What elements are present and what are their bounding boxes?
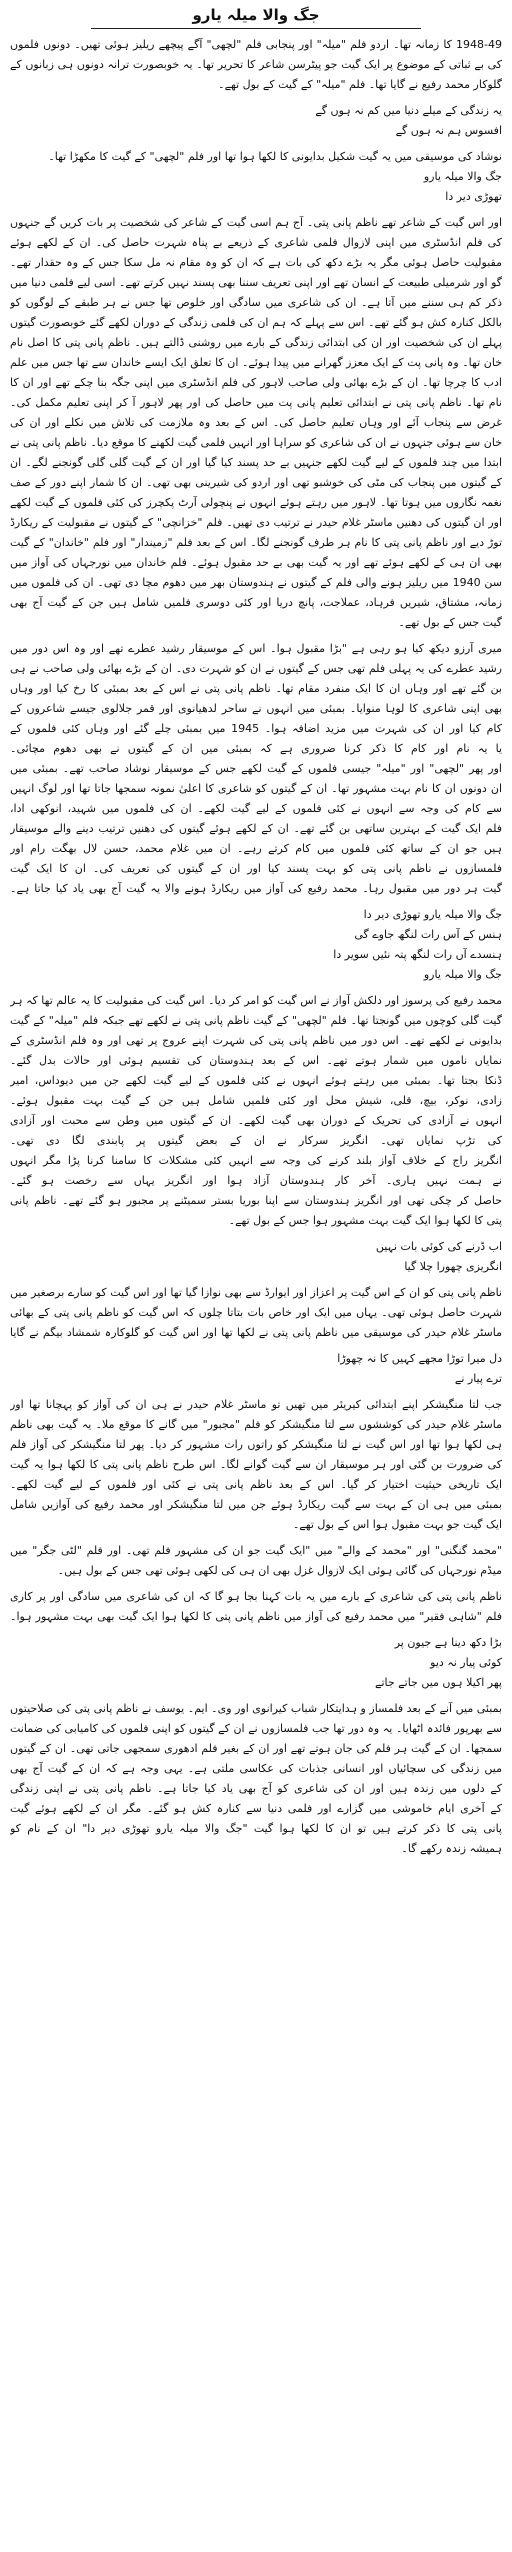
- article-line: فلم ایک گیت کے بہترین ساتھی بن گئے تھے۔ ان کے لکھے ہوئے گیتوں کی دھنیں ترتیب دینے والے موسیقار: [10, 822, 502, 835]
- article-line: پتی کا لکھا ہوا ایک گیت بہت مشہور ہوا جس کے بول تھے۔: [228, 1214, 502, 1227]
- article-line: ادب کا چرچا تھا۔ ان کے بڑے بھائی ولی صاحب لاہور کی فلم انڈسٹری میں اپنی جگہ بنا چکے تھے اور ان کا: [10, 376, 502, 389]
- article-line: نام تھا۔ ناظم پانی پتی نے ابتدائی تعلیم پانی پت میں حاصل کی اور پھر لاہور آ کر اپنی تعلیم مکمل کی۔: [10, 396, 502, 409]
- title-underline: [91, 28, 421, 29]
- article-line: سے کام کی وجہ سے انہوں نے کئی فلموں کے لیے گیت لکھے۔ ان کی فلموں میں شہید، انوکھی ادا،: [10, 802, 502, 815]
- article-line: جب لتا منگیشکر اپنے ابتدائی کیریئر میں تھیں تو ماسٹر غلام حیدر نے ہی ان کی آواز کو پہچانا تھا اور: [10, 1398, 502, 1411]
- article-line: گلوکار محمد رفیع نے گایا تھا۔ فلم "میلہ" کے گیت کے بول تھے۔: [218, 78, 502, 91]
- article-line: کی ضرورت بن گئی اور ہر موسیقار ان سے گیت گوانے لگا۔ اس طرح ناظم پانی پتی کا لکھا ہوا یہ گیت: [10, 1458, 502, 1471]
- article-line: نغمہ نگاروں میں ہوتا تھا۔ لاہور میں رہتے ہوئے انہوں نے پنچولی آرٹ پکچرز کی کئی فلموں کے گیت لکھے: [10, 496, 502, 509]
- article-line: ذکر کم ہی سننے میں آتا ہے۔ ان کی شاعری میں سادگی اور خلوص تھا جس نے ہر طبقے کے لوگوں کو: [10, 296, 502, 309]
- article-line: ناظم پانی پتی کی شاعری کے بارے میں یہ بات کہنا بجا ہو گا کہ ان کی شاعری میں سادگی اور پر کاری: [10, 1590, 502, 1603]
- article-line: سے بھرپور فائدہ اٹھایا۔ یہ وہ دور تھا جب فلمسازوں نے ان کے گیتوں کو اپنی فلموں کی کامیابی کی ضمانت: [10, 1722, 502, 1735]
- article-line: یا یہ نام اور کام کا ذکر کرنا ضروری ہے کہ بمبئی میں ان کے گیتوں نے بھی دھوم مچائی۔: [10, 742, 502, 755]
- article-line: انگریزی چھورا چلا گیا: [404, 1260, 502, 1273]
- article-line: ہنسدے آں رات لنگھ پتہ نئیں سویر دا: [333, 948, 502, 961]
- article-line: غرض سے پنجاب آئے اور وہاں تعلیم حاصل کی۔ اس کے بعد وہ ملازمت کی تلاش میں نکلے اور ان کی: [10, 416, 502, 429]
- article-line: دل میرا توڑا مجھے کہیں کا نہ چھوڑا: [337, 1352, 502, 1365]
- article-line: اور ان گیتوں کی دھنیں ماسٹر غلام حیدر نے ترتیب دی تھیں۔ فلم "خزانچی" کے گیتوں نے مقبولیت کے ریکارڈ: [10, 516, 502, 529]
- article-line: میری آرزو دیکھ کیا ہو رہی ہے "بڑا مقبول ہوا۔ اس کے موسیقار رشید عطرے تھے اور وہ اس دور میں: [10, 642, 502, 655]
- article-line: نمایاں ناموں میں شمار ہوتے تھے۔ اس کے بعد ہندوستان کی تقسیم ہوئی اور حالات بدل گئے۔: [10, 1054, 502, 1067]
- article-line: کی تڑپ نمایاں تھی۔ انگریز سرکار نے ان کے بعض گیتوں پر پابندی لگا دی تھی۔: [10, 1134, 502, 1147]
- article-line: بھی ان ہی کے لکھے ہوئے تھے اور یہ گیت بھی بے حد مقبول ہوئے۔ فلم خاندان میں نورجہاں کی آواز میں: [10, 556, 502, 569]
- article-line: زمانہ، مشتاق، شیریں فرہاد، عملاجت، پانچ دریا اور کئی دوسری فلمیں شامل ہیں جن کے گیت آج بھی: [10, 596, 502, 609]
- article-line: کے دلوں میں زندہ ہیں اور ان کی شاعری کو آج بھی یاد کیا جاتا ہے۔ ناظم پانی پتی نے اپنی زندگی: [10, 1782, 502, 1795]
- article-line: بمبئی میں ہی ان کے بہت سے گیت ریکارڈ ہوئے جن میں لتا منگیشکر اور محمد رفیع کی آوازیں شامل: [10, 1498, 502, 1511]
- article-line: ناظم پانی پتی کو ان کے اس گیت پر اعزاز اور ایوارڈ سے بھی نوازا گیا تھا اور اس گیت کو سارے برصغیر میں: [10, 1286, 502, 1299]
- article-line: اور پھر "لچھی" اور "میلہ" جیسی فلموں کے گیت لکھے جس کے موسیقار نوشاد صاحب تھے۔ بمبئی میں: [10, 762, 502, 775]
- article-line: خان تھا۔ وہ پانی پت کے ایک معزز گھرانے میں پیدا ہوئے۔ ان کا تعلق ایک ایسے خاندان سے تھا جس میں علم: [10, 356, 502, 369]
- article-line: ماسٹر غلام حیدر کی موسیقی میں ناظم پانی پتی نے لکھا تھا اور اس گیت کو گلوکارہ شمشاد بیگم نے گایا: [10, 1326, 502, 1339]
- article-line: سمجھا۔ ان کے گیت ہر فلم کی جان ہوتے تھے اور ان کے بغیر فلم ادھوری سمجھی جاتی تھی۔ ان کے گیتوں: [10, 1742, 502, 1755]
- article-line: کی فلم انڈسٹری میں اپنی لازوال فلمی شاعری کے ذریعے بے پناہ شہرت حاصل کی۔ ان کے لکھے ہوئے: [10, 236, 502, 249]
- article-line: بڑا دکھ دینا ہے جیون پر: [394, 1636, 502, 1649]
- article-line: سن 1940 میں ریلیز ہونے والی فلم کے گیتوں نے ہندوستان بھر میں دھوم مچا دی تھی۔ ان کی فلموں میں: [10, 576, 502, 589]
- article-line: ہمیشہ زندہ رکھے گا۔: [401, 1842, 502, 1855]
- article-line: ایک تاریخی حیثیت اختیار کر گیا۔ اس کے بعد ناظم پانی پتی نے کئی اور فلموں کے لیے گیت لکھے۔: [10, 1478, 502, 1491]
- article-line: گیت ہر دور میں مقبول رہا۔ محمد رفیع کی آواز میں ریکارڈ ہونے والا یہ گیت آج بھی یاد کیا جاتا ہے۔: [10, 882, 502, 895]
- article-line: پھر اکیلا ہوں میں جاتے جاتے: [375, 1676, 502, 1689]
- article-line: پانی پتی کا ذکر کرتے ہیں تو ان کا لکھا ہوا گیت "جگ والا میلہ یارو تھوڑی دیر دا" ان کے نام کو: [10, 1822, 502, 1835]
- article-line: ان دونوں ان کا نام بہت مشہور تھا۔ ان کے گیتوں کو شاعری کا اعلیٰ نمونہ سمجھا جاتا تھا اور لوگ انہیں: [10, 782, 502, 795]
- article-line: ہنس کے آس رات لنگھ جاوے گی: [354, 928, 502, 941]
- article-line: بن گئے تھے اور وہاں ان کا ایک منفرد مقام تھا۔ ناظم پانی پتی نے اس کے بعد بمبئی کا رخ کیا اور وہاں: [10, 682, 502, 695]
- article-line: محمد رفیع کی پرسوز اور دلکش آواز نے اس گیت کو امر کر دیا۔ اس گیت کی مقبولیت کا یہ عالم تھا کہ ہر: [10, 994, 502, 1007]
- article-line: کی بے ثباتی کے موضوع پر ایک گیت جو پیٹرسن شاعر کا تحریر تھا۔ یہ خوبصورت ترانہ دونوں ہی زبانوں کے: [10, 58, 502, 71]
- article-line: "محمد گنگنی" اور "محمد کے والے" میں "ایک گیت جو ان کی مشہور فلم تھی۔ اور فلم "لٹی جگر" میں: [10, 1544, 502, 1557]
- article-line: کوئی پیار نہ دیو: [430, 1656, 502, 1669]
- article-line: پہلے ان کی شخصیت اور ان کی ابتدائی زندگی کے بارے میں روشنی ڈالتے ہیں۔ ناظم پانی پتی کا اصل نام: [10, 336, 502, 349]
- article-line: نے ہمت نہیں ہاری۔ آخر کار ہندوستان آزاد ہوا اور انگریز یہاں سے رخصت ہو گئے۔: [10, 1174, 502, 1187]
- article-line: ماسٹر غلام حیدر کی کوششوں سے لتا منگیشکر کو فلم "مجبور" میں گانے کا موقع ملا۔ یہ گیت بھی ناظم: [10, 1418, 502, 1431]
- article-line: حاصل کر چکی تھی اور انگریز ہندوستان سے اپنا بوریا بستر سمیٹنے پر مجبور ہو گئے تھے۔ ناظم پانی: [10, 1194, 502, 1207]
- article-line: ایک گیت جو بہت مقبول ہوا اس کے بول تھے۔: [292, 1518, 502, 1531]
- article-line: فلمسازوں نے ناظم پانی پتی کو بہت پسند کیا اور ان کے گیتوں کی تعریف کی۔ ان کا ایک گیت: [10, 862, 502, 875]
- article-line: گیت جس کے بول تھے۔: [398, 616, 502, 629]
- article-line: رشید عطرے کی یہ پہلی فلم تھی جس کے گیتوں نے ان کو شہرت دی۔ ان کے بڑے بھائی ولی صاحب نے ہی: [10, 662, 502, 675]
- article-line: اب ڈرنے کی کوئی بات نہیں: [375, 1240, 502, 1253]
- article-line: کے گیتوں میں پنجاب کی مٹی کی خوشبو تھی اور اردو کی شیرینی بھی تھی۔ ان کا شمار اپنے دور کے صف: [10, 476, 502, 489]
- article-line: جگ والا میلہ یارو تھوڑی دیر دا: [363, 908, 502, 921]
- article-line: خان سے ہوئی جنہوں نے ان کی شاعری کو سراہا اور انہیں فلمی گیت لکھنے کا موقع دیا۔ ناظم پانی پتی نے: [10, 436, 502, 449]
- article-line: 1948-49 کا زمانہ تھا۔ اردو فلم "میلہ" اور پنجابی فلم "لچھی" آگے پیچھے ریلیز ہوئی تھیں۔ دونوں فلموں: [10, 38, 502, 51]
- article-line: توڑ دیے اور ناظم پانی پتی کا نام ہر طرف گونجنے لگا۔ اس کے بعد فلم "زمیندار" اور فلم "خاندان" کے گیت: [10, 536, 502, 549]
- article-body: [10, 35, 502, 1859]
- article-line: ابتدا میں چند فلموں کے لیے گیت لکھے جنہیں بے حد پسند کیا گیا اور ان کے گیت گلی گلی گونجنے لگے۔ ان: [10, 456, 502, 469]
- article-line: کے آخری ایام خاموشی میں گزارے اور فلمی دنیا سے کنارہ کش ہو گئے۔ مگر ان کے لکھے ہوئے گیت: [10, 1802, 502, 1815]
- article-line: میں زندگی کی سچائیاں اور انسانی جذبات کی عکاسی ملتی ہے۔ یہی وجہ ہے کہ ان کے گیت آج بھی: [10, 1762, 502, 1775]
- article-line: ہیں جو ان کے ساتھ کئی فلموں میں کام کرتے رہے۔ ان میں غلام محمد، حسن لال بھگت رام اور: [10, 842, 502, 855]
- article-line: تھوڑی دیر دا: [445, 190, 502, 203]
- article-line: کام کیا اور ان کی شہرت میں مزید اضافہ ہوا۔ 1945 میں بمبئی چلے گئے اور وہاں کئی فلموں کے: [10, 722, 502, 735]
- article-title: جگ والا میلہ یارو: [192, 6, 320, 24]
- article-line: گیت گلی کوچوں میں گونجتا تھا۔ فلم "لچھی" کے گیت ناظم پانی پتی نے لکھے تھے جبکہ فلم "میلہ" کے گیت: [10, 1014, 502, 1027]
- article-line: انگریز راج کے خلاف آواز بلند کرنے کی وجہ سے انہیں کئی مشکلات کا سامنا کرنا پڑا مگر انہوں: [10, 1154, 502, 1167]
- article-line: افسوس ہم نہ ہوں گے: [395, 124, 502, 137]
- article-line: بمبئی میں آنے کے بعد فلمساز و ہدایتکار شباب کیرانوی اور وی۔ ایم۔ یوسف نے ناظم پانی پتی کی صلاحیتوں: [10, 1702, 502, 1715]
- article-line: یہ زندگی کے میلے دنیا میں کم نہ ہوں گے: [315, 104, 502, 117]
- article-line: جگ والا میلہ یارو: [423, 968, 502, 981]
- article-line: اور اس گیت کے شاعر تھے ناظم پانی پتی۔ آج ہم اسی گیت کے شاعر کی شخصیت پر بات کریں گے جنہوں: [10, 216, 502, 229]
- article-line: بالکل کنارہ کش ہو گئے تھے۔ اس سے پہلے کہ ہم ان کی فلمی زندگی کے دوران لکھے گئے خوبصورت گیتوں: [10, 316, 502, 329]
- article-line: ڈنکا بجتا تھا۔ بمبئی میں رہتے ہوئے انہوں نے کئی فلموں کے لیے گیت لکھے جن میں دیوداس، امیر: [10, 1074, 502, 1087]
- article-line: بدایونی نے لکھے تھے۔ اس دور میں ناظم پانی پتی کی شہرت اپنے عروج پر تھی اور وہ فلم انڈسٹری کے: [10, 1034, 502, 1047]
- article-line: انہوں نے آزادی کی تحریک کے دوران بھی گیت لکھے۔ ان کے گیتوں میں وطن سے محبت اور آزادی: [10, 1114, 502, 1127]
- article-line: میڈم نورجہاں کی گائی ہوئی ایک لازوال غزل بھی ان ہی کی لکھی ہوئی تھی جس کے بول ہیں۔: [57, 1564, 502, 1577]
- article-line: گو اور شرمیلی طبیعت کے انسان تھے اور اپنی تعریف سننا بھی پسند نہیں کرتے تھے۔ اسی لیے فلمی دنیا میں: [10, 276, 502, 289]
- article-line: فلم "شاہی فقیر" میں محمد رفیع کی آواز میں ناظم پانی پتی کا لکھا ہوا ایک گیت بھی بہت مشہور ہوا۔: [10, 1610, 502, 1623]
- article-line: زادی، نوکر، بیچ، قلی، شیش محل اور کئی فلمیں شامل ہیں جن کے گیت بہت مقبول ہوئے۔: [10, 1094, 502, 1107]
- article-line: بھی اپنی شاعری کا لوہا منوایا۔ بمبئی میں انہوں نے ساحر لدھیانوی اور قمر جلالوی جیسے شاعروں کے: [10, 702, 502, 715]
- article-line: مقبولیت حاصل ہوئی مگر یہ بڑے دکھ کی بات ہے کہ ان کو وہ مقام نہ مل سکا جس کے وہ حقدار تھے۔: [10, 256, 502, 269]
- article-line: نوشاد کی موسیقی میں یہ گیت شکیل بدایونی کا لکھا ہوا تھا اور فلم "لچھی" کے گیت کا مکھڑا تھا۔: [48, 150, 502, 163]
- article-line: شہرت حاصل ہوئی تھی۔ یہاں میں ایک اور خاص بات بتاتا چلوں کہ اس گیت کو ناظم پانی پتی کے بھائی: [10, 1306, 502, 1319]
- article-line: ہی لکھا ہوا تھا اور اس گیت نے لتا منگیشکر کو راتوں رات مشہور کر دیا۔ پھر لتا منگیشکر کی آواز فلم: [10, 1438, 502, 1451]
- article-line: جگ والا میلہ یارو: [423, 170, 502, 183]
- article-line: ترے پیار نے: [454, 1372, 502, 1385]
